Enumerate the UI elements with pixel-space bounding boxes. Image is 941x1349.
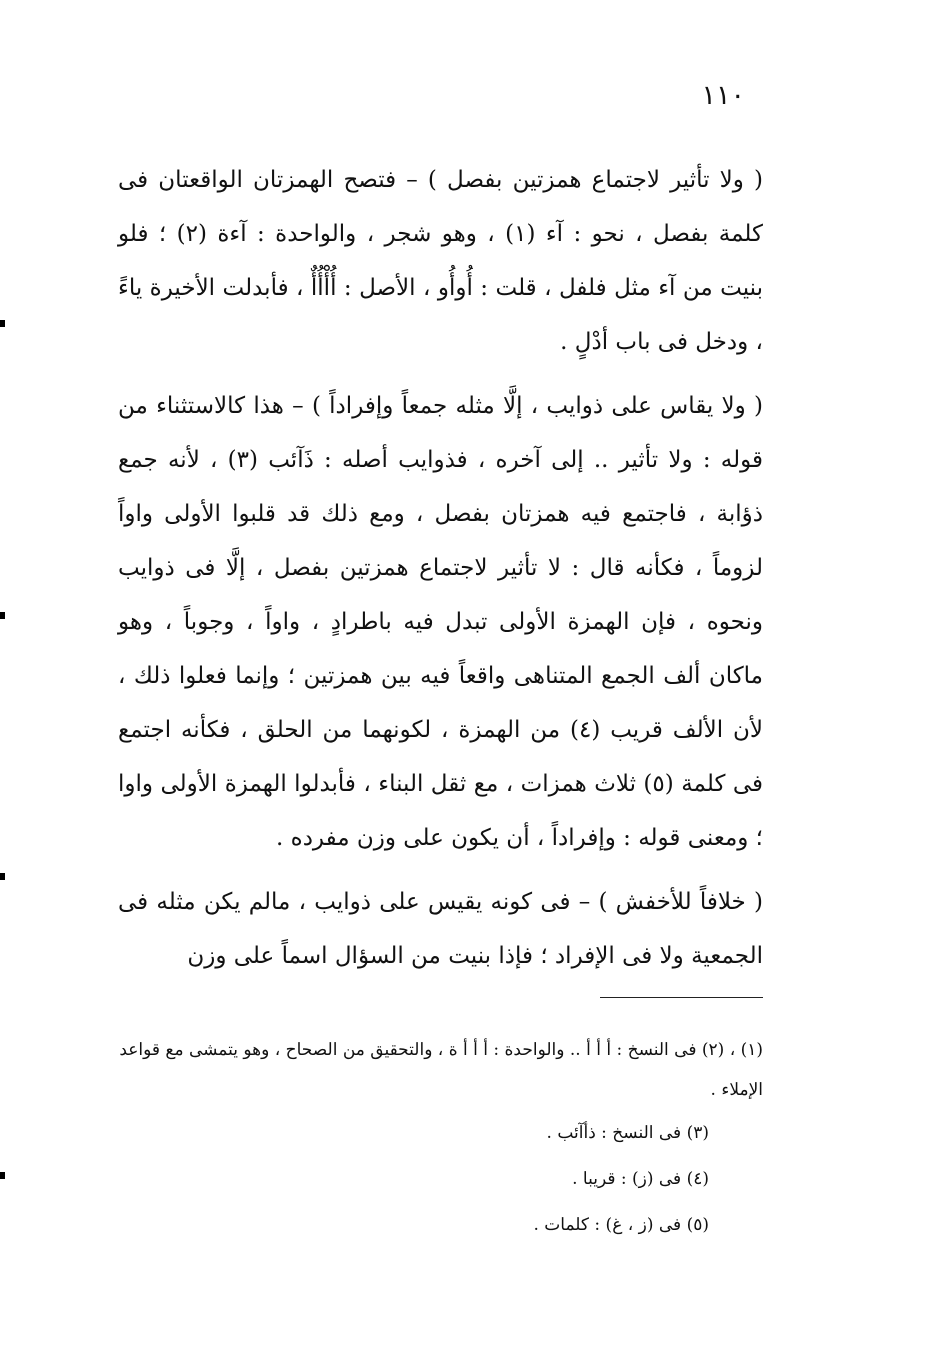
page-number: ١١٠ <box>701 80 745 111</box>
main-text <box>118 153 763 993</box>
margin-mark-2 <box>0 612 5 619</box>
margin-mark-1 <box>0 320 5 327</box>
margin-mark-3 <box>0 873 5 880</box>
footnote-1-2: (١) ، (٢) فى النسخ : أ أ أ .. والواحدة : أ أ أ ة ، والتحقيق من الصحاح ، وهو يتمشى مع قواعد الإملاء . <box>119 1040 763 1100</box>
margin-mark-4 <box>0 1172 5 1179</box>
footnote-5: (٥) فى (ز ، غ) : كلمات . <box>533 1215 709 1235</box>
footnote-3: (٣) فى النسخ : ذأآئب . <box>546 1123 709 1143</box>
footnote-divider <box>600 997 763 998</box>
footnotes <box>110 1030 763 1248</box>
paragraph-1: ( ولا تأثير لاجتماع همزتين بفصل ) – فتصح الهمزتان الواقعتان فى كلمة بفصل ، نحو : آء (١) ، وهو شجر ، والواحدة : آءة (٢) ؛ فلو بنيت من آء مثل فلفل ، قلت : أُوأُو ، الأصل : أُأْأُأٌ ، فأبدلت الأخيرة ياءً ، ودخل فى باب أدْلٍ . <box>118 167 763 355</box>
paragraph-3: ( خلافاً للأخفش ) – فى كونه يقيس على ذوايب ، مالم يكن مثله فى الجمعية ولا فى الإفراد ؛ فإذا بنيت من السؤال اسماً على وزن <box>118 889 763 969</box>
footnote-4: (٤) فى (ز) : قريبا . <box>572 1169 709 1189</box>
paragraph-2: ( ولا يقاس على ذوايب ، إلَّا مثله جمعاً وإفراداً ) – هذا كالاستثناء من قوله : ولا تأثير .. إلى آخره ، فذوايب أصله : ذَآئب (٣) ، لأنه جمع ذؤابة ، فاجتمع فيه همزتان بفصل ، ومع ذلك قد قلبوا الأولى واواً لزوماً ، فكأنه قال : لا تأثير لاجتماع همزتين بفصل ، إلَّا فى ذوايب ونحوه ، فإن الهمزة الأولى تبدل فيه باطرادٍ ، واواً ، وجوباً ، وهو ماكان ألف الجمع المتناهى واقعاً فيه بين همزتين ؛ وإنما فعلوا ذلك ، لأن الألف قريب (٤) من الهمزة ، لكونهما من الحلق ، فكأنه اجتمع فى كلمة (٥) ثلاث همزات ، مع ثقل البناء ، فأبدلوا الهمزة الأولى واوا ؛ ومعنى قوله : وإفراداً ، أن يكون على وزن مفرده . <box>118 393 764 851</box>
